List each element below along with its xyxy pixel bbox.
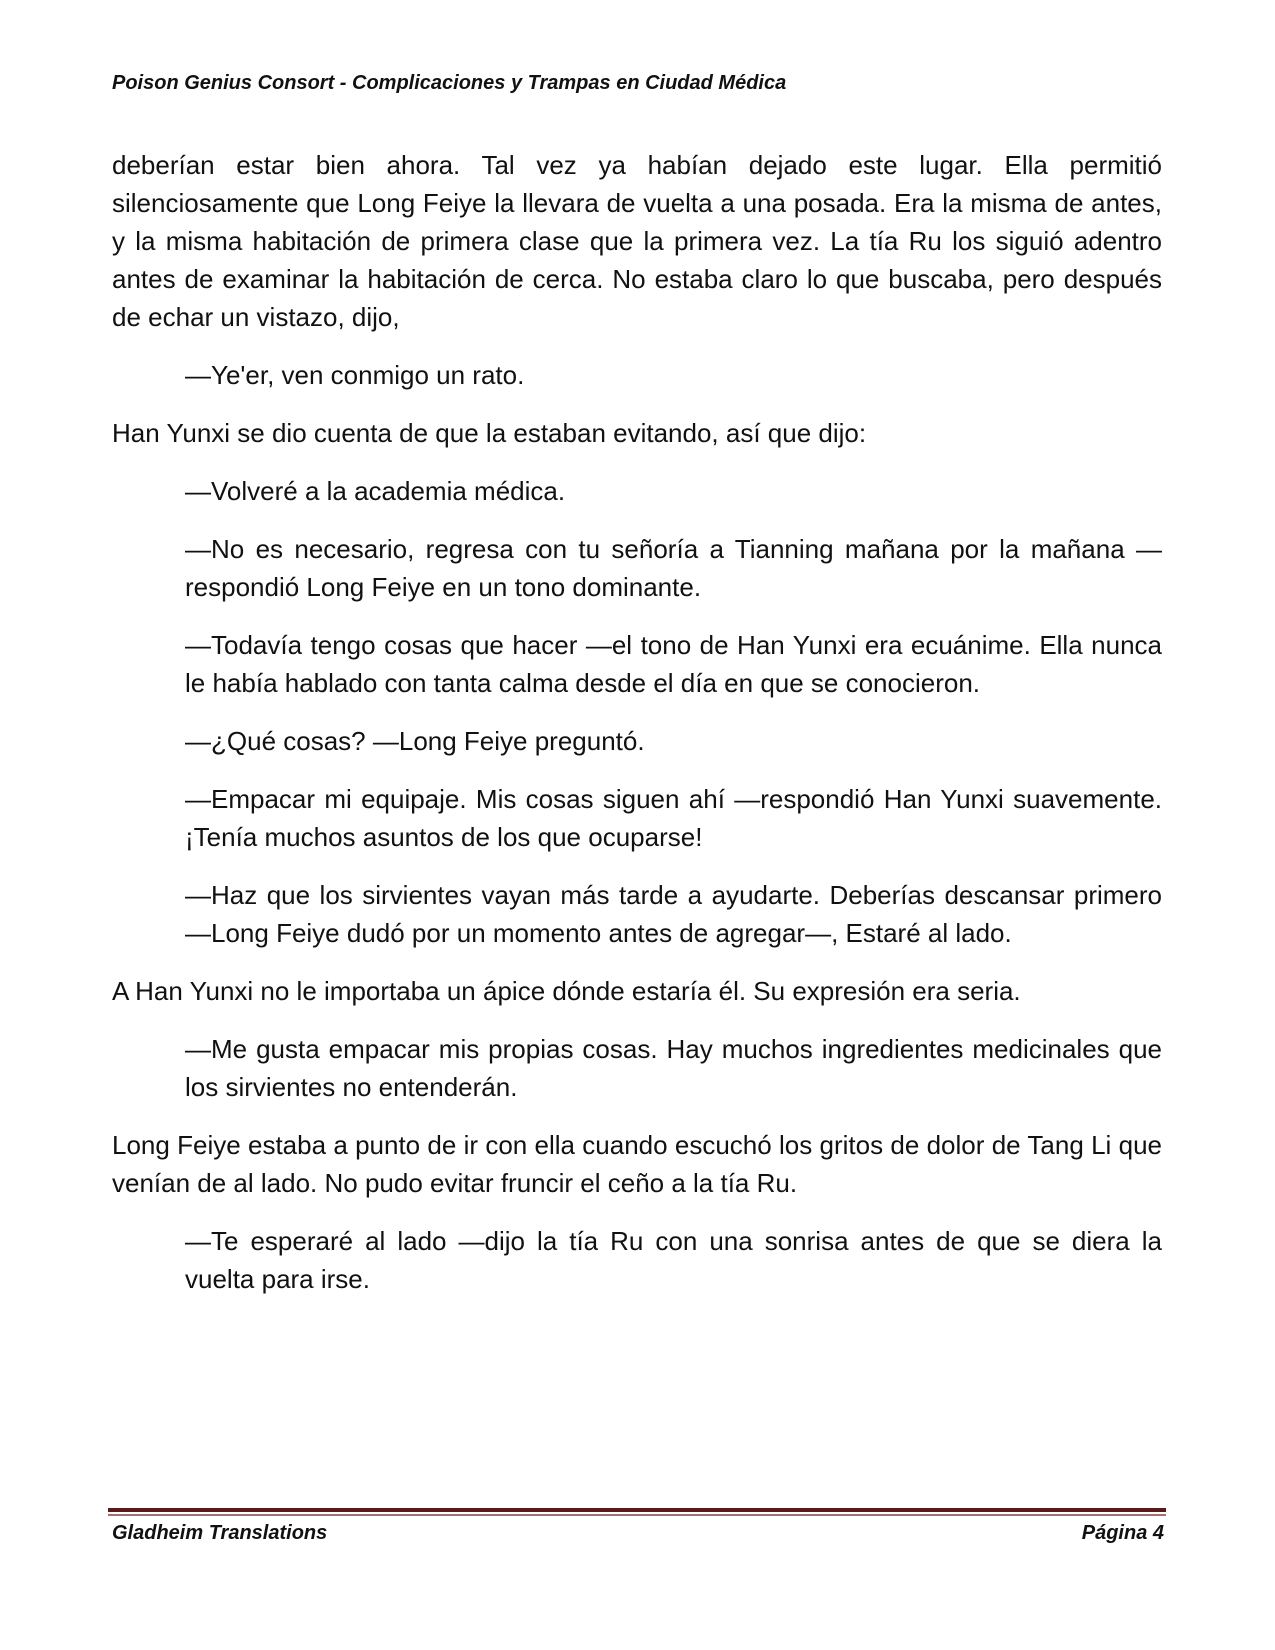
body-text bbox=[112, 146, 1162, 1318]
dialogue-paragraph: —¿Qué cosas? —Long Feiye preguntó. bbox=[185, 726, 645, 756]
dialogue-paragraph: —Todavía tengo cosas que hacer —el tono de Han Yunxi era ecuánime. Ella nunca le había hablado con tanta calma desde el día en que se conocieron. bbox=[185, 630, 1162, 698]
dialogue-paragraph: —Me gusta empacar mis propias cosas. Hay muchos ingredientes medicinales que los sirvientes no entenderán. bbox=[185, 1034, 1162, 1102]
paragraph: deberían estar bien ahora. Tal vez ya habían dejado este lugar. Ella permitió silenciosamente que Long Feiye la llevara de vuelta a una posada. Era la misma de antes, y la misma habitación de primera clase que la primera vez. La tía Ru los siguió adentro antes de examinar la habitación de cerca. No estaba claro lo que buscaba, pero después de echar un vistazo, dijo, bbox=[112, 150, 1162, 332]
page-number: Página 4 bbox=[1081, 1522, 1164, 1544]
dialogue-paragraph: —Volveré a la academia médica. bbox=[185, 476, 566, 506]
paragraph: Long Feiye estaba a punto de ir con ella cuando escuchó los gritos de dolor de Tang Li que venían de al lado. No pudo evitar fruncir el ceño a la tía Ru. bbox=[112, 1130, 1162, 1198]
footer-divider-accent bbox=[108, 1514, 1166, 1516]
dialogue-paragraph: —Ye'er, ven conmigo un rato. bbox=[185, 360, 525, 390]
dialogue-paragraph: —Haz que los sirvientes vayan más tarde a ayudarte. Deberías descansar primero —Long Feiye dudó por un momento antes de agregar—, Estaré al lado. bbox=[185, 880, 1162, 948]
paragraph: Han Yunxi se dio cuenta de que la estaban evitando, así que dijo: bbox=[112, 418, 867, 448]
dialogue-paragraph: —No es necesario, regresa con tu señoría a Tianning mañana por la mañana —respondió Long Feiye en un tono dominante. bbox=[185, 534, 1162, 602]
running-header: Poison Genius Consort - Complicaciones y Trampas en Ciudad Médica bbox=[112, 72, 787, 94]
dialogue-paragraph: —Empacar mi equipaje. Mis cosas siguen ahí —respondió Han Yunxi suavemente. ¡Tenía muchos asuntos de los que ocuparse! bbox=[185, 784, 1162, 852]
footer-translator: Gladheim Translations bbox=[112, 1522, 328, 1544]
paragraph: A Han Yunxi no le importaba un ápice dónde estaría él. Su expresión era seria. bbox=[112, 976, 1021, 1006]
dialogue-paragraph: —Te esperaré al lado —dijo la tía Ru con una sonrisa antes de que se diera la vuelta para irse. bbox=[185, 1226, 1162, 1294]
footer-divider bbox=[108, 1508, 1166, 1512]
